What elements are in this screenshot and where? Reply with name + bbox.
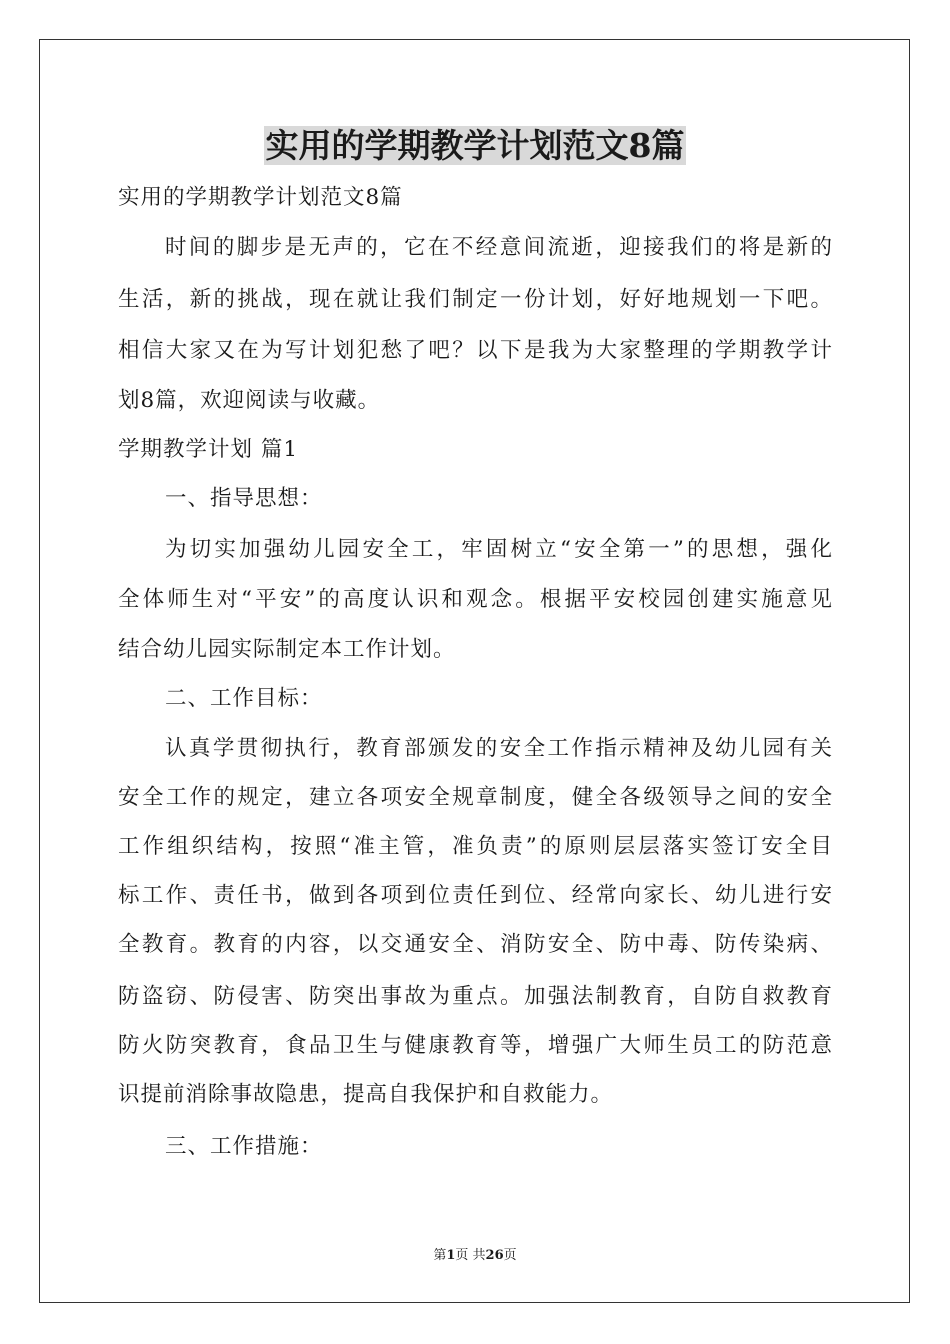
paragraph-line: 防火防突教育，食品卫生与健康教育等，增强广大师生员工的防范意 <box>118 1033 832 1058</box>
paragraph-line: 标工作、责任书，做到各项到位责任到位、经常向家长、幼儿进行安 <box>118 883 832 908</box>
footer-total-pages: 26 <box>485 1248 504 1263</box>
footer-mid: 页 共 <box>455 1248 486 1263</box>
paragraph-line: 划8篇，欢迎阅读与收藏。 <box>118 388 381 413</box>
footer-prefix: 第 <box>433 1248 447 1263</box>
subtitle-line: 实用的学期教学计划范文8篇 <box>118 185 403 210</box>
paragraph-line: 认真学贯彻执行，教育部颁发的安全工作指示精神及幼儿园有关 <box>165 736 832 761</box>
paragraph-line: 工作组织结构，按照“准主管，准负责”的原则层层落实签订安全目 <box>118 834 832 859</box>
paragraph-line: 安全工作的规定，建立各项安全规章制度，健全各级领导之间的安全 <box>118 785 832 810</box>
paragraph-line: 时间的脚步是无声的，它在不经意间流逝，迎接我们的将是新的 <box>165 235 832 260</box>
subheading-work-measures: 三、工作措施： <box>165 1134 323 1159</box>
paragraph-line: 为切实加强幼儿园安全工，牢固树立“安全第一”的思想，强化 <box>165 537 832 562</box>
paragraph-line: 相信大家又在为写计划犯愁了吧？以下是我为大家整理的学期教学计 <box>118 338 832 363</box>
footer-current-page: 1 <box>446 1248 456 1263</box>
paragraph-line: 全体师生对“平安”的高度认识和观念。根据平安校园创建实施意见 <box>118 587 832 612</box>
paragraph-line: 生活，新的挑战，现在就让我们制定一份计划，好好地规划一下吧。 <box>118 287 832 312</box>
page-footer <box>0 1247 950 1265</box>
subheading-work-goals: 二、工作目标： <box>165 686 323 711</box>
paragraph-line: 全教育。教育的内容，以交通安全、消防安全、防中毒、防传染病、 <box>118 932 832 957</box>
page-border <box>39 39 910 1303</box>
document-title <box>0 124 950 168</box>
paragraph-line: 防盗窃、防侵害、防突出事故为重点。加强法制教育，自防自救教育 <box>118 984 832 1009</box>
section-heading: 学期教学计划 篇1 <box>118 437 299 462</box>
title-text: 实用的学期教学计划范文8篇 <box>265 126 685 165</box>
paragraph-line: 结合幼儿园实际制定本工作计划。 <box>118 637 456 662</box>
paragraph-line: 识提前消除事故隐患，提高自我保护和自救能力。 <box>118 1082 614 1107</box>
subheading-guiding-thought: 一、指导思想： <box>165 486 323 511</box>
footer-suffix: 页 <box>503 1248 517 1263</box>
